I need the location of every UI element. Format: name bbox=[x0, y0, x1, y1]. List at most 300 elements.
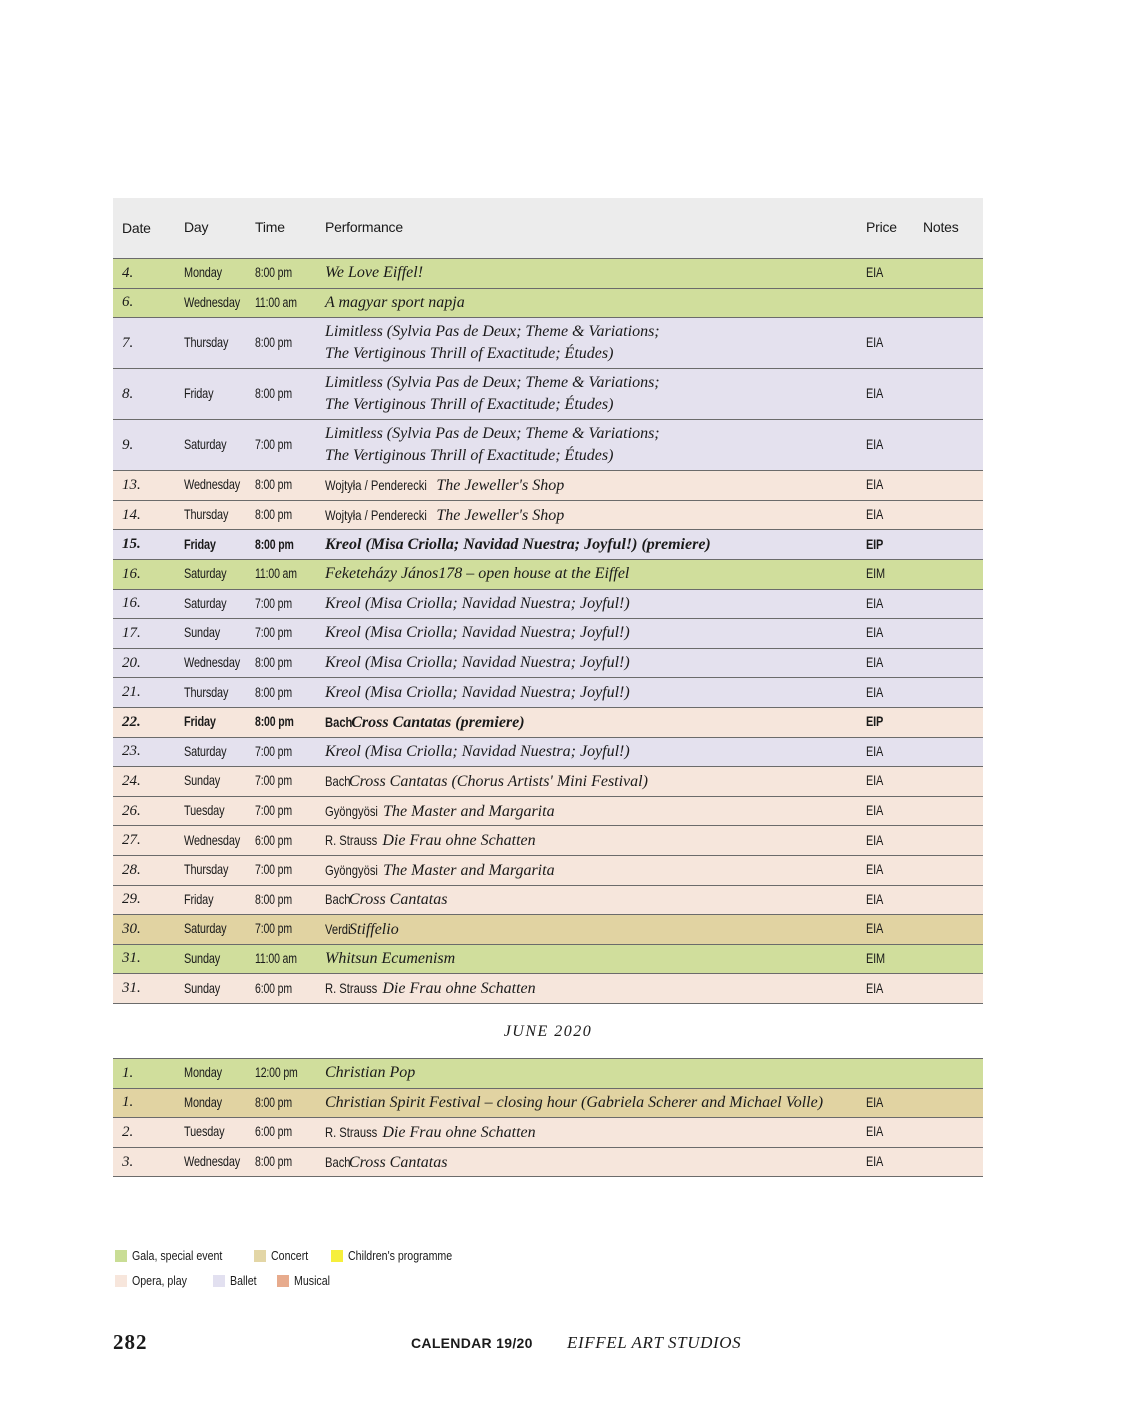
day-label: Thursday bbox=[184, 861, 229, 878]
time-cell bbox=[255, 713, 325, 731]
performance-cell bbox=[325, 423, 866, 467]
time-cell bbox=[255, 684, 325, 702]
day-cell bbox=[184, 565, 255, 583]
time-label: 6:00 pm bbox=[255, 1124, 292, 1140]
date-cell: 1. bbox=[122, 1064, 134, 1081]
time-cell bbox=[255, 920, 325, 938]
day-cell bbox=[184, 506, 255, 524]
time-cell bbox=[255, 1153, 325, 1171]
date-cell: 24. bbox=[122, 772, 141, 789]
price-cell bbox=[866, 654, 923, 672]
time-cell bbox=[255, 385, 325, 403]
performance-line bbox=[325, 682, 866, 704]
price-code: EIA bbox=[866, 1093, 884, 1110]
table-row bbox=[113, 318, 983, 369]
performance-title: The Master and Margarita bbox=[383, 861, 555, 879]
header-date: Date bbox=[122, 219, 151, 236]
performance-cell bbox=[325, 593, 866, 615]
performance-line bbox=[325, 1062, 866, 1084]
day-cell bbox=[184, 385, 255, 403]
legend-swatch bbox=[213, 1275, 225, 1287]
date-cell: 13. bbox=[122, 476, 141, 493]
day-label: Friday bbox=[184, 385, 214, 402]
table-row bbox=[113, 289, 983, 319]
may-schedule-table bbox=[113, 198, 983, 1004]
time-label: 7:00 pm bbox=[255, 743, 292, 759]
time-label: 8:00 pm bbox=[255, 655, 292, 671]
table-row bbox=[113, 738, 983, 768]
composer-name: R. Strauss bbox=[325, 832, 378, 849]
date-cell: 9. bbox=[122, 436, 134, 453]
composer-name: Gyöngyösi bbox=[325, 802, 378, 819]
performance-cell bbox=[325, 770, 866, 793]
table-header bbox=[113, 198, 983, 259]
table-row bbox=[113, 1118, 983, 1148]
composer-name: Bach bbox=[325, 772, 351, 789]
page-footer bbox=[0, 1330, 1123, 1360]
performance-title: Cross Cantatas bbox=[348, 891, 448, 909]
performance-line bbox=[325, 1121, 866, 1144]
day-label: Saturday bbox=[184, 436, 227, 453]
day-label: Friday bbox=[184, 535, 216, 552]
date-cell: 17. bbox=[122, 624, 141, 641]
time-label: 7:00 pm bbox=[255, 625, 292, 641]
legend-item bbox=[115, 1274, 197, 1288]
performance-line bbox=[325, 977, 866, 1000]
price-code: EIP bbox=[866, 535, 884, 552]
date-cell: 26. bbox=[122, 802, 141, 819]
day-cell bbox=[184, 624, 255, 642]
date-cell: 1. bbox=[122, 1094, 134, 1111]
legend-label: Gala, special event bbox=[132, 1248, 223, 1263]
performance-title: A magyar sport napja bbox=[325, 293, 465, 311]
performance-title: Feketeházy János178 – open house at the Eiffel bbox=[325, 565, 630, 583]
performance-title: Limitless (Sylvia Pas de Deux; Theme & Variations; bbox=[325, 323, 660, 341]
time-cell bbox=[255, 294, 325, 312]
price-code: EIP bbox=[866, 713, 884, 730]
time-label: 11:00 am bbox=[255, 950, 297, 966]
price-cell bbox=[866, 1123, 923, 1141]
performance-cell bbox=[325, 1151, 866, 1174]
day-cell bbox=[184, 334, 255, 352]
day-label: Tuesday bbox=[184, 1123, 225, 1140]
day-label: Monday bbox=[184, 1064, 222, 1081]
price-code: EIA bbox=[866, 624, 884, 641]
time-label: 8:00 pm bbox=[255, 1094, 292, 1110]
composer-name: Wojtyła / Penderecki bbox=[325, 476, 427, 493]
performance-title: Kreol (Misa Criolla; Navidad Nuestra; Joyful!) bbox=[325, 624, 630, 642]
price-cell bbox=[866, 264, 923, 282]
day-cell bbox=[184, 264, 255, 282]
header-performance: Performance bbox=[325, 219, 403, 235]
time-cell bbox=[255, 832, 325, 850]
legend-item bbox=[115, 1249, 238, 1263]
time-label: 12:00 pm bbox=[255, 1065, 298, 1081]
day-label: Wednesday bbox=[184, 293, 241, 310]
date-cell: 31. bbox=[122, 980, 141, 997]
table-row bbox=[113, 856, 983, 886]
legend-label: Opera, play bbox=[132, 1273, 187, 1288]
footer-publisher: EIFFEL ART STUDIOS bbox=[567, 1333, 742, 1352]
day-label: Thursday bbox=[184, 683, 229, 700]
price-cell bbox=[866, 476, 923, 494]
price-cell bbox=[866, 1094, 923, 1112]
table-row bbox=[113, 767, 983, 797]
date-cell: 21. bbox=[122, 684, 141, 701]
time-cell bbox=[255, 654, 325, 672]
price-code: EIA bbox=[866, 920, 884, 937]
performance-cell bbox=[325, 888, 866, 911]
time-label: 8:00 pm bbox=[255, 386, 292, 402]
date-cell: 16. bbox=[122, 595, 141, 612]
performance-line bbox=[325, 652, 866, 674]
date-cell: 22. bbox=[122, 713, 141, 730]
price-cell bbox=[866, 1153, 923, 1171]
legend-swatch bbox=[254, 1250, 266, 1262]
price-code: EIA bbox=[866, 772, 884, 789]
header-day: Day bbox=[184, 219, 209, 235]
performance-cell bbox=[325, 474, 866, 497]
table-row bbox=[113, 420, 983, 471]
table-row bbox=[113, 678, 983, 708]
time-label: 7:00 pm bbox=[255, 803, 292, 819]
day-cell bbox=[184, 595, 255, 613]
legend bbox=[115, 1243, 535, 1293]
table-row bbox=[113, 797, 983, 827]
performance-cell bbox=[325, 859, 866, 882]
performance-title: Kreol (Misa Criolla; Navidad Nuestra; Joyful!) (premiere) bbox=[325, 535, 711, 553]
performance-cell bbox=[325, 652, 866, 674]
table-row bbox=[113, 619, 983, 649]
time-label: 7:00 pm bbox=[255, 595, 292, 611]
time-cell bbox=[255, 624, 325, 642]
performance-title: The Jeweller's Shop bbox=[436, 506, 565, 524]
day-label: Wednesday bbox=[184, 476, 241, 493]
time-label: 8:00 pm bbox=[255, 335, 292, 351]
performance-title: Christian Spirit Festival – closing hour (Gabriela Scherer and Michael Volle) bbox=[325, 1093, 824, 1111]
date-cell: 3. bbox=[122, 1153, 134, 1170]
day-label: Saturday bbox=[184, 565, 227, 582]
table-row bbox=[113, 1148, 983, 1178]
day-label: Tuesday bbox=[184, 802, 225, 819]
performance-line bbox=[325, 829, 866, 852]
price-cell bbox=[866, 684, 923, 702]
date-cell: 8. bbox=[122, 385, 134, 402]
day-label: Sunday bbox=[184, 772, 221, 789]
price-cell bbox=[866, 334, 923, 352]
price-code: EIA bbox=[866, 802, 884, 819]
june-schedule-table bbox=[113, 1058, 983, 1177]
legend-label: Children's programme bbox=[348, 1248, 453, 1263]
performance-title: Die Frau ohne Schatten bbox=[382, 1123, 536, 1141]
performance-title: The Master and Margarita bbox=[383, 802, 555, 820]
day-cell bbox=[184, 920, 255, 938]
performance-line bbox=[325, 622, 866, 644]
header-time: Time bbox=[255, 219, 285, 235]
performance-title: Kreol (Misa Criolla; Navidad Nuestra; Joyful!) bbox=[325, 742, 630, 760]
price-code: EIA bbox=[866, 334, 884, 351]
price-cell bbox=[866, 565, 923, 583]
time-cell bbox=[255, 476, 325, 494]
price-cell bbox=[866, 294, 923, 312]
performance-cell bbox=[325, 292, 866, 314]
day-label: Monday bbox=[184, 1093, 222, 1110]
time-cell bbox=[255, 772, 325, 790]
performance-title-line2: The Vertiginous Thrill of Exactitude; Études) bbox=[325, 396, 614, 414]
time-cell bbox=[255, 1064, 325, 1082]
price-code: EIA bbox=[866, 831, 884, 848]
day-cell bbox=[184, 476, 255, 494]
price-cell bbox=[866, 506, 923, 524]
performance-line bbox=[325, 770, 866, 793]
performance-line bbox=[325, 563, 866, 585]
performance-title: Die Frau ohne Schatten bbox=[382, 832, 536, 850]
day-label: Thursday bbox=[184, 334, 229, 351]
performance-cell bbox=[325, 372, 866, 416]
time-label: 11:00 am bbox=[255, 566, 297, 582]
table-row bbox=[113, 886, 983, 916]
price-code: EIA bbox=[866, 385, 884, 402]
performance-cell bbox=[325, 622, 866, 644]
date-cell: 27. bbox=[122, 832, 141, 849]
time-cell bbox=[255, 802, 325, 820]
time-label: 8:00 pm bbox=[255, 536, 294, 552]
page-number: 282 bbox=[113, 1330, 148, 1354]
performance-title: Cross Cantatas bbox=[348, 1153, 448, 1171]
date-cell: 28. bbox=[122, 861, 141, 878]
day-cell bbox=[184, 891, 255, 909]
performance-cell bbox=[325, 682, 866, 704]
time-label: 7:00 pm bbox=[255, 437, 292, 453]
composer-name: R. Strauss bbox=[325, 980, 378, 997]
performance-title: Whitsun Ecumenism bbox=[325, 949, 456, 967]
time-cell bbox=[255, 536, 325, 554]
performance-cell bbox=[325, 1062, 866, 1084]
price-code: EIA bbox=[866, 742, 884, 759]
performance-title: Cross Cantatas (Chorus Artists' Mini Festival) bbox=[348, 772, 648, 790]
legend-swatch bbox=[277, 1275, 289, 1287]
table-row bbox=[113, 369, 983, 420]
composer-name: Bach bbox=[325, 891, 351, 908]
legend-label: Musical bbox=[293, 1273, 330, 1288]
performance-line bbox=[325, 800, 866, 823]
price-code: EIA bbox=[866, 979, 884, 996]
performance-line bbox=[325, 423, 866, 445]
day-label: Sunday bbox=[184, 624, 221, 641]
day-label: Saturday bbox=[184, 594, 227, 611]
date-cell: 4. bbox=[122, 264, 134, 281]
day-cell bbox=[184, 436, 255, 454]
legend-label: Ballet bbox=[229, 1273, 257, 1288]
table-row bbox=[113, 259, 983, 289]
performance-line bbox=[325, 948, 866, 970]
time-cell bbox=[255, 1123, 325, 1141]
price-cell bbox=[866, 713, 923, 731]
time-cell bbox=[255, 506, 325, 524]
day-label: Saturday bbox=[184, 742, 227, 759]
table-row bbox=[113, 560, 983, 590]
price-code: EIA bbox=[866, 594, 884, 611]
day-label: Thursday bbox=[184, 506, 229, 523]
performance-cell bbox=[325, 918, 866, 941]
performance-line bbox=[325, 1151, 866, 1174]
month-title-june: JUNE 2020 bbox=[503, 1023, 593, 1040]
performance-cell bbox=[325, 977, 866, 1000]
may-rows bbox=[113, 259, 983, 1004]
performance-line bbox=[325, 711, 866, 734]
performance-line bbox=[325, 262, 866, 284]
time-cell bbox=[255, 334, 325, 352]
price-code: EIA bbox=[866, 264, 884, 281]
price-code: EIA bbox=[866, 683, 884, 700]
legend-label: Concert bbox=[271, 1248, 309, 1263]
day-cell bbox=[184, 802, 255, 820]
day-label: Friday bbox=[184, 713, 216, 730]
performance-title: Christian Pop bbox=[325, 1064, 416, 1082]
price-cell bbox=[866, 436, 923, 454]
header-notes: Notes bbox=[923, 219, 959, 235]
price-cell bbox=[866, 385, 923, 403]
day-cell bbox=[184, 294, 255, 312]
performance-line bbox=[325, 888, 866, 911]
legend-swatch bbox=[331, 1250, 343, 1262]
date-cell: 16. bbox=[122, 565, 141, 582]
price-cell bbox=[866, 1064, 923, 1082]
day-label: Wednesday bbox=[184, 654, 241, 671]
price-code: EIM bbox=[866, 565, 885, 582]
price-code: EIA bbox=[866, 654, 884, 671]
day-cell bbox=[184, 1123, 255, 1141]
day-cell bbox=[184, 713, 255, 731]
performance-line bbox=[325, 593, 866, 615]
performance-cell bbox=[325, 948, 866, 970]
price-cell bbox=[866, 802, 923, 820]
composer-name: Bach bbox=[325, 713, 353, 730]
table-row bbox=[113, 649, 983, 679]
performance-cell bbox=[325, 321, 866, 365]
time-cell bbox=[255, 861, 325, 879]
date-cell: 20. bbox=[122, 654, 141, 671]
legend-row bbox=[115, 1243, 535, 1268]
day-cell bbox=[184, 832, 255, 850]
price-code: EIA bbox=[866, 1153, 884, 1170]
day-cell bbox=[184, 654, 255, 672]
time-cell bbox=[255, 980, 325, 998]
performance-cell bbox=[325, 711, 866, 734]
time-label: 8:00 pm bbox=[255, 265, 292, 281]
performance-title: Kreol (Misa Criolla; Navidad Nuestra; Joyful!) bbox=[325, 683, 630, 701]
performance-line bbox=[325, 534, 866, 556]
performance-cell bbox=[325, 563, 866, 585]
table-row bbox=[113, 590, 983, 620]
performance-cell bbox=[325, 534, 866, 556]
date-cell: 6. bbox=[122, 294, 134, 311]
price-cell bbox=[866, 891, 923, 909]
composer-name: Verdi bbox=[325, 920, 351, 937]
date-cell: 30. bbox=[122, 920, 141, 937]
time-label: 7:00 pm bbox=[255, 921, 292, 937]
day-cell bbox=[184, 684, 255, 702]
price-cell bbox=[866, 743, 923, 761]
time-label: 8:00 pm bbox=[255, 714, 294, 730]
legend-item bbox=[331, 1249, 471, 1263]
performance-title-line2: The Vertiginous Thrill of Exactitude; Études) bbox=[325, 345, 614, 363]
day-label: Wednesday bbox=[184, 831, 241, 848]
day-label: Sunday bbox=[184, 949, 221, 966]
table-row bbox=[113, 826, 983, 856]
time-cell bbox=[255, 436, 325, 454]
composer-name: Gyöngyösi bbox=[325, 861, 378, 878]
footer-calendar: CALENDAR 19/20 bbox=[411, 1335, 533, 1351]
time-label: 11:00 am bbox=[255, 294, 297, 310]
legend-row bbox=[115, 1268, 535, 1293]
time-label: 6:00 pm bbox=[255, 832, 292, 848]
time-label: 8:00 pm bbox=[255, 477, 292, 493]
time-cell bbox=[255, 891, 325, 909]
legend-swatch bbox=[115, 1250, 127, 1262]
performance-line bbox=[325, 741, 866, 763]
time-label: 8:00 pm bbox=[255, 1154, 292, 1170]
price-code: EIA bbox=[866, 436, 884, 453]
composer-name: Wojtyła / Penderecki bbox=[325, 506, 427, 523]
date-cell: 15. bbox=[122, 536, 141, 553]
composer-name: Bach bbox=[325, 1153, 351, 1170]
legend-item bbox=[213, 1274, 261, 1288]
performance-title: Limitless (Sylvia Pas de Deux; Theme & Variations; bbox=[325, 425, 660, 443]
time-label: 7:00 pm bbox=[255, 773, 292, 789]
time-cell bbox=[255, 595, 325, 613]
time-cell bbox=[255, 743, 325, 761]
price-cell bbox=[866, 861, 923, 879]
price-cell bbox=[866, 980, 923, 998]
day-cell bbox=[184, 861, 255, 879]
day-cell bbox=[184, 536, 255, 554]
day-cell bbox=[184, 950, 255, 968]
time-label: 8:00 pm bbox=[255, 684, 292, 700]
performance-cell bbox=[325, 829, 866, 852]
price-cell bbox=[866, 950, 923, 968]
price-cell bbox=[866, 920, 923, 938]
day-cell bbox=[184, 1153, 255, 1171]
price-code: EIM bbox=[866, 949, 885, 966]
performance-line bbox=[325, 504, 866, 527]
performance-line bbox=[325, 918, 866, 941]
time-cell bbox=[255, 264, 325, 282]
table-row bbox=[113, 1059, 983, 1089]
time-cell bbox=[255, 950, 325, 968]
day-cell bbox=[184, 1094, 255, 1112]
price-code: EIA bbox=[866, 506, 884, 523]
performance-line bbox=[325, 474, 866, 497]
price-code: EIA bbox=[866, 890, 884, 907]
performance-cell bbox=[325, 1121, 866, 1144]
price-code: EIA bbox=[866, 861, 884, 878]
performance-cell bbox=[325, 1092, 866, 1114]
performance-title: Cross Cantatas (premiere) bbox=[351, 713, 525, 731]
table-row bbox=[113, 501, 983, 531]
price-cell bbox=[866, 772, 923, 790]
performance-cell bbox=[325, 262, 866, 284]
performance-line bbox=[325, 372, 866, 394]
performance-line bbox=[325, 292, 866, 314]
price-cell bbox=[866, 832, 923, 850]
table-row bbox=[113, 530, 983, 560]
performance-title: Kreol (Misa Criolla; Navidad Nuestra; Joyful!) bbox=[325, 654, 630, 672]
day-cell bbox=[184, 772, 255, 790]
day-cell bbox=[184, 1064, 255, 1082]
day-label: Sunday bbox=[184, 979, 221, 996]
june-rows bbox=[113, 1059, 983, 1177]
